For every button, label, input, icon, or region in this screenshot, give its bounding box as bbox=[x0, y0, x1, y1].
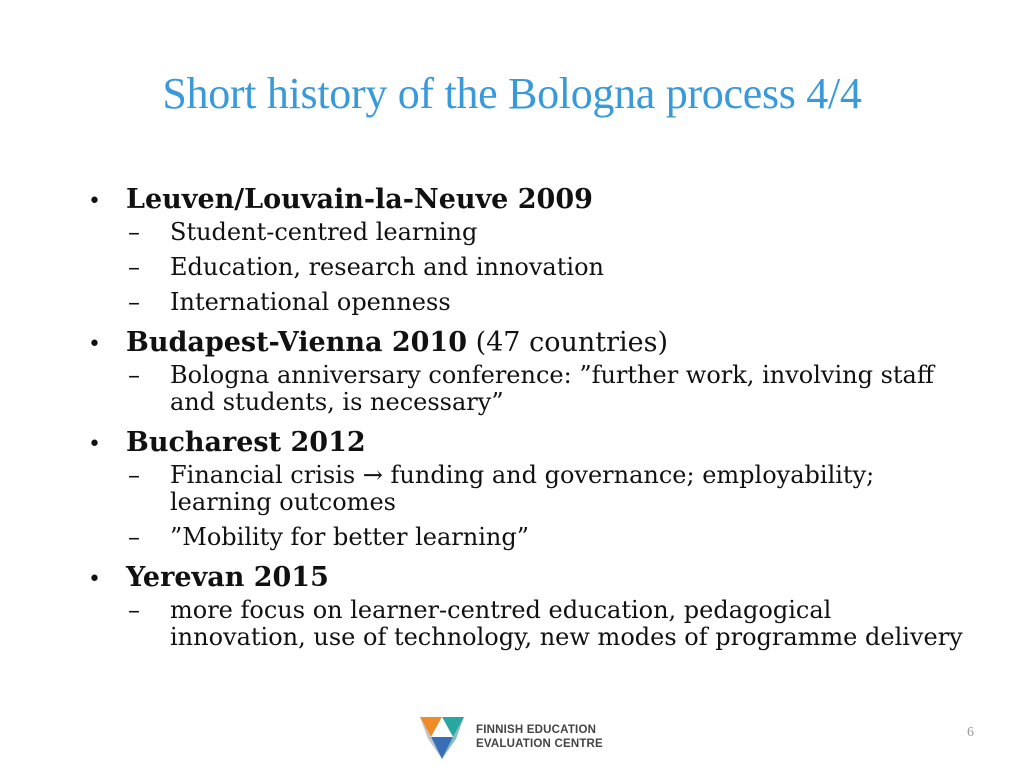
sub-item bbox=[88, 288, 968, 323]
sub-item bbox=[88, 218, 968, 253]
logo-line-2: EVALUATION CENTRE bbox=[476, 738, 603, 750]
sub-dash: – bbox=[128, 288, 140, 316]
sub-dash: – bbox=[128, 253, 140, 281]
bullet-item bbox=[88, 425, 968, 461]
sub-text: Financial crisis → funding and governance; employability; learning outcomes bbox=[170, 461, 875, 516]
bullet-dot: • bbox=[88, 332, 101, 357]
sub-dash: – bbox=[128, 218, 140, 246]
sub-dash: – bbox=[128, 596, 140, 624]
bullet-extra: (47 countries) bbox=[467, 327, 668, 358]
sub-item bbox=[88, 461, 968, 523]
sub-dash: – bbox=[128, 523, 140, 551]
sub-text: Bologna anniversary conference: ”further work, involving staff and students, is necessary” bbox=[170, 361, 934, 416]
logo-triangle-icon bbox=[416, 713, 468, 761]
bullet-heading: Yerevan 2015 bbox=[126, 562, 329, 593]
organization-logo bbox=[416, 712, 616, 762]
bullet-dot: • bbox=[88, 432, 101, 457]
logo-text bbox=[476, 723, 603, 751]
slide-title: Short history of the Bologna process 4/4 bbox=[162, 69, 862, 118]
sub-text: Student-centred learning bbox=[170, 218, 478, 246]
sub-dash: – bbox=[128, 461, 140, 489]
bullet-dot: • bbox=[88, 567, 101, 592]
sub-text: more focus on learner-centred education, pedagogical innovation, use of technology, new modes of programme delivery bbox=[170, 596, 963, 651]
page-number: 6 bbox=[967, 725, 974, 740]
bullet-heading: Leuven/Louvain-la-Neuve 2009 bbox=[126, 184, 593, 215]
bullet-dot: • bbox=[88, 189, 101, 214]
sub-item bbox=[88, 253, 968, 288]
logo-line-1: FINNISH EDUCATION bbox=[476, 724, 597, 736]
bullet-heading: Bucharest 2012 bbox=[126, 427, 366, 458]
sub-item bbox=[88, 523, 968, 558]
sub-text: International openness bbox=[170, 288, 451, 316]
bullet-item bbox=[88, 325, 968, 361]
bullet-item bbox=[88, 560, 968, 596]
sub-text: Education, research and innovation bbox=[170, 253, 604, 281]
sub-item bbox=[88, 596, 968, 658]
bullet-item bbox=[88, 182, 968, 218]
bullet-list bbox=[88, 180, 968, 658]
sub-dash: – bbox=[128, 361, 140, 389]
bullet-heading: Budapest-Vienna 2010 bbox=[126, 327, 468, 358]
sub-text: ”Mobility for better learning” bbox=[170, 523, 529, 551]
sub-item bbox=[88, 361, 968, 423]
